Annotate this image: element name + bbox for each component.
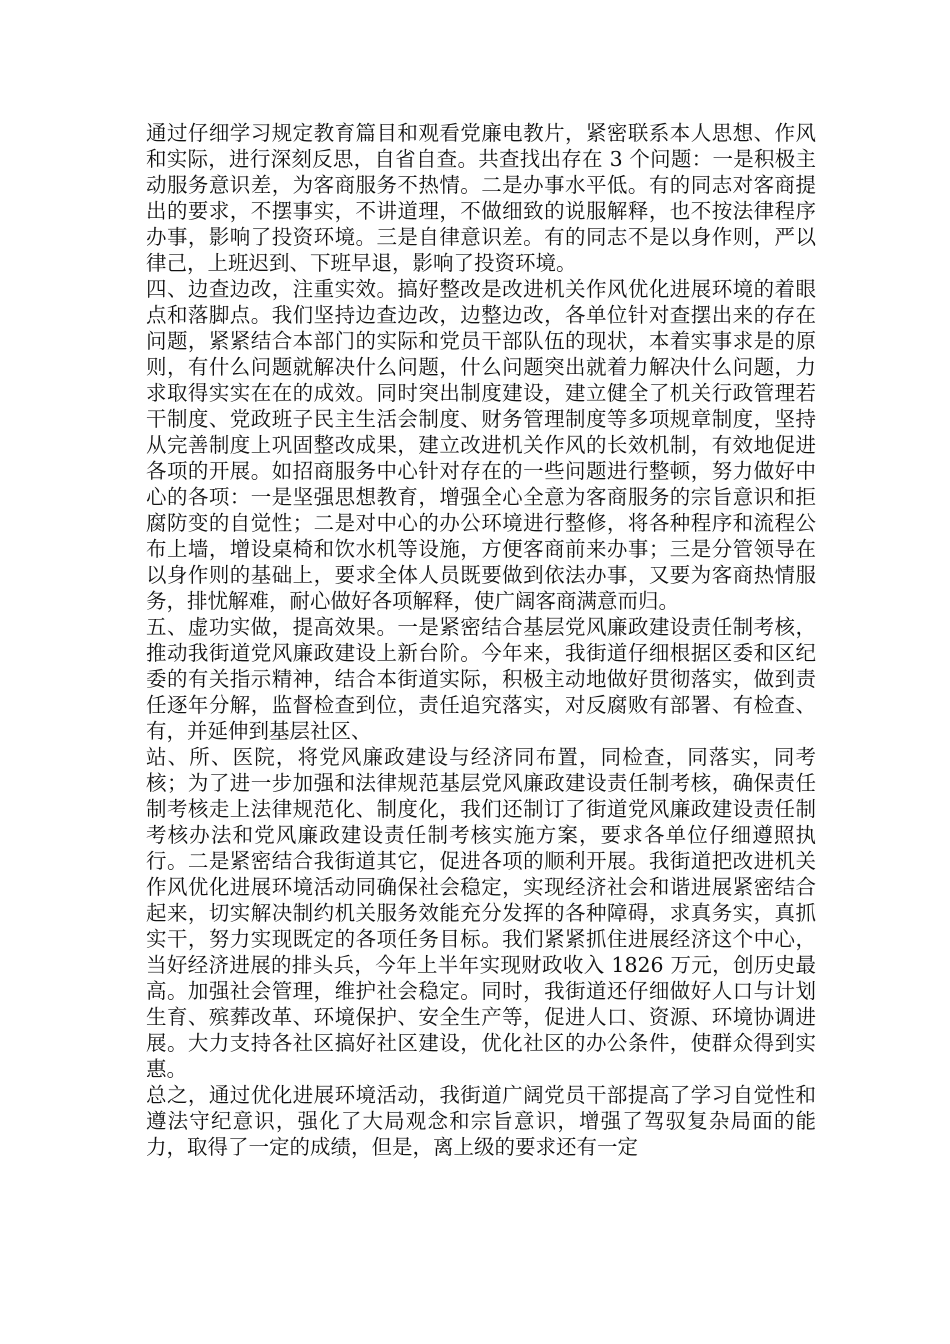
- paragraph-section-five: 五、虚功实做，提高效果。一是紧密结合基层党风廉政建设责任制考核，推动我街道党风廉政建设上新台阶。今年来，我街道仔细根据区委和区纪委的有关指示精神，结合本街道实际，积极主动地做好贯彻落实，做到责任逐年分解，监督检查到位，责任追究落实，对反腐败有部署、有检查、有，并延伸到基层社区、: [146, 615, 816, 743]
- paragraph-section-four: 四、边查边改，注重实效。搞好整改是改进机关作风优化进展环境的着眼点和落脚点。我们坚持边查边改，边整边改，各单位针对查摆出来的存在问题，紧紧结合本部门的实际和党员干部队伍的现状，本着实事求是的原则，有什么问题就解决什么问题，什么问题突出就着力解决什么问题，力求取得实实在在的成效。同时突出制度建设，建立健全了机关行政管理若干制度、党政班子民主生活会制度、财务管理制度等多项规章制度，坚持从完善制度上巩固整改成果，建立改进机关作风的长效机制，有效地促进各项的开展。如招商服务中心针对存在的一些问题进行整顿，努力做好中心的各项：一是坚强思想教育，增强全心全意为客商服务的宗旨意识和拒腐防变的自觉性；二是对中心的办公环境进行整修，将各种程序和流程公布上墙，增设桌椅和饮水机等设施，方便客商前来办事；三是分管领导在以身作则的基础上，要求全体人员既要做到依法办事，又要为客商热情服务，排忧解难，耐心做好各项解释，使广阔客商满意而归。: [146, 277, 816, 613]
- paragraph-conclusion: 总之，通过优化进展环境活动，我街道广阔党员干部提高了学习自觉性和遵法守纪意识，强化了大局观念和宗旨意识，增强了驾驭复杂局面的能力，取得了一定的成绩，但是，离上级的要求还有一定: [146, 1083, 816, 1159]
- paragraph-section-five-continued: 站、所、医院，将党风廉政建设与经济同布置，同检查，同落实，同考核；为了进一步加强和法律规范基层党风廉政建设责任制考核，确保责任制考核走上法律规范化、制度化，我们还制订了街道党风廉政建设责任制考核办法和党风廉政建设责任制考核实施方案，要求各单位仔细遵照执行。二是紧密结合我街道其它，促进各项的顺利开展。我街道把改进机关作风优化进展环境活动同确保社会稳定，实现经济社会和谐进展紧密结合起来，切实解决制约机关服务效能充分发挥的各种障碍，求真务实，真抓实干，努力实现既定的各项任务目标。我们紧紧抓住进展经济这个中心，当好经济进展的排头兵，今年上半年实现财政收入 1826 万元，创历史最高。加强社会管理，维护社会稳定。同时，我街道还仔细做好人口与计划生育、殡葬改革、环境保护、安全生产等，促进人口、资源、环境协调进展。大力支持各社区搞好社区建设，优化社区的办公条件，使群众得到实惠。: [146, 745, 816, 1081]
- paragraph-self-examination: 通过仔细学习规定教育篇目和观看党廉电教片，紧密联系本人思想、作风和实际，进行深刻反思，自省自查。共查找出存在 3 个问题：一是积极主动服务意识差，为客商服务不热情。二是办事水平低。有的同志对客商提出的要求，不摆事实，不讲道理，不做细致的说服解释，也不按法律程序办事，影响了投资环境。三是自律意识差。有的同志不是以身作则，严以律己，上班迟到、下班早退，影响了投资环境。: [146, 121, 816, 275]
- document-body: [146, 120, 816, 1160]
